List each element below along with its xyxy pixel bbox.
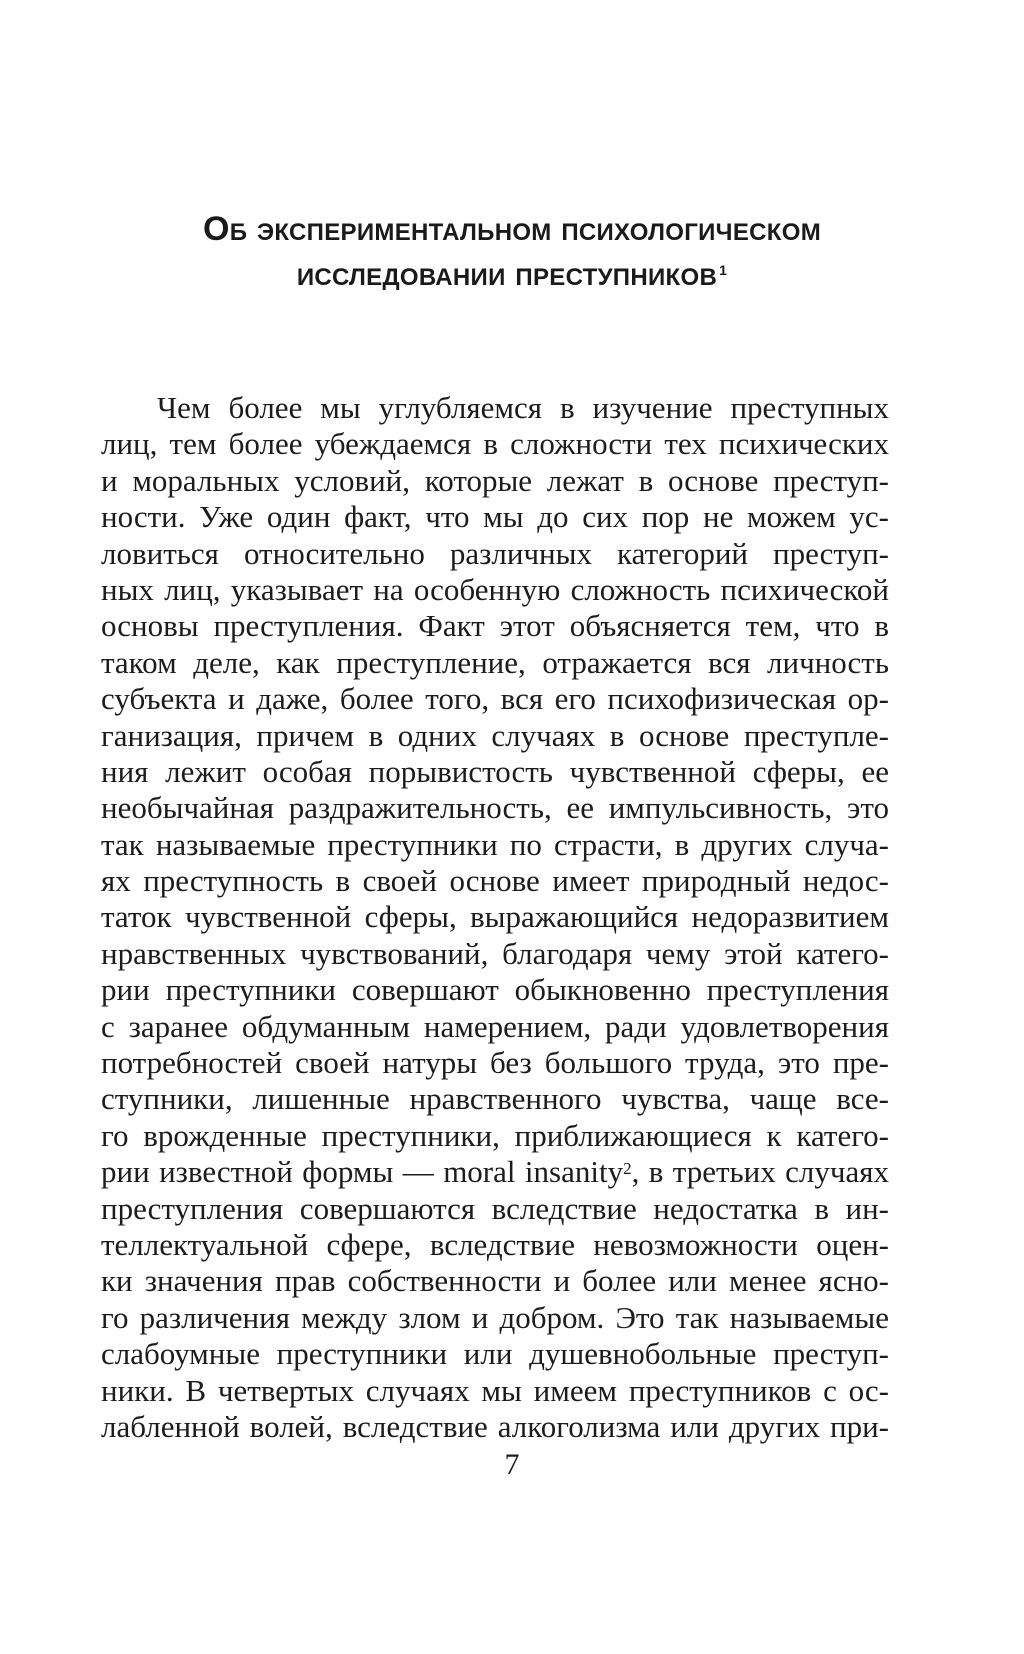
body-line-25: ки значения прав собственности и более или менее ясно- <box>101 1263 889 1299</box>
footnote-mark-2[interactable]: 2 <box>623 1159 632 1179</box>
body-line-12: необычайная раздражительность, ее импульсивность, это <box>101 790 889 826</box>
body-line-7: основы преступления. Факт этот объясняется тем, что в <box>101 608 889 644</box>
body-line-5: ловиться относительно различных категорий преступ- <box>101 535 889 571</box>
body-line-10: ганизация, причем в одних случаях в основе преступле- <box>101 717 889 753</box>
body-line-18: с заранее обдуманным намерением, ради удовлетворения <box>101 1008 889 1044</box>
body-line-2: лиц, тем более убеждаемся в сложности тех психических <box>101 426 889 462</box>
body-line-4: ности. Уже один факт, что мы до сих пор не можем ус- <box>101 499 889 535</box>
body-line-15: таток чувственной сферы, выражающийся недоразвитием <box>101 899 889 935</box>
chapter-title-line-1: Об экспериментальном психологическом <box>203 210 821 248</box>
chapter-title <box>0 207 1024 297</box>
body-line-19: потребностей своей натуры без большого труда, это пре- <box>101 1045 889 1081</box>
body-line-11: ния лежит особая порывистость чувственной сферы, ее <box>101 753 889 789</box>
footnote-mark-1[interactable]: 1 <box>719 262 728 278</box>
body-paragraph <box>101 390 889 1445</box>
body-line-9: субъекта и даже, более того, вся его психофизическая ор- <box>101 681 889 717</box>
body-line-20: ступники, лишенные нравственного чувства, чаще все- <box>101 1081 889 1117</box>
body-line-22-tail: , в третьих случаях <box>631 1154 889 1190</box>
body-line-27: слабоумные преступники или душевнобольные преступ- <box>101 1336 889 1372</box>
body-line-16: нравственных чувствований, благодаря чему этой катего- <box>101 935 889 971</box>
body-line-26: го различения между злом и добром. Это так называемые <box>101 1299 889 1335</box>
chapter-title-line-2-text: исследовании преступников <box>296 255 718 293</box>
body-line-24: теллектуальной сфере, вследствие невозможности оцен- <box>101 1226 889 1262</box>
page-number: 7 <box>504 1448 520 1481</box>
body-line-28: ники. В четвертых случаях мы имеем преступников с ос- <box>101 1372 889 1408</box>
body-line-14: ях преступность в своей основе имеет природный недос- <box>101 863 889 899</box>
body-line-13: так называемые преступники по страсти, в других случа- <box>101 826 889 862</box>
body-line-23: преступления совершаются вследствие недостатка в ин- <box>101 1190 889 1226</box>
body-line-1: Чем более мы углубляемся в изучение преступных <box>157 390 889 425</box>
chapter-title-line-2 <box>0 252 1024 297</box>
body-line-6: ных лиц, указывает на особенную сложность психической <box>101 571 889 607</box>
body-line-17: рии преступники совершают обыкновенно преступления <box>101 972 889 1008</box>
body-line-3: и моральных условий, которые лежат в основе преступ- <box>101 462 889 498</box>
body-line-22 <box>101 1154 889 1190</box>
body-line-29: лабленной волей, вследствие алкоголизма или других при- <box>101 1408 889 1444</box>
body-line-8: таком деле, как преступление, отражается вся личность <box>101 644 889 680</box>
body-line-21: го врожденные преступники, приближающиеся к катего- <box>101 1117 889 1153</box>
body-line-22-text: рии известной формы — moral insanity <box>101 1154 624 1190</box>
